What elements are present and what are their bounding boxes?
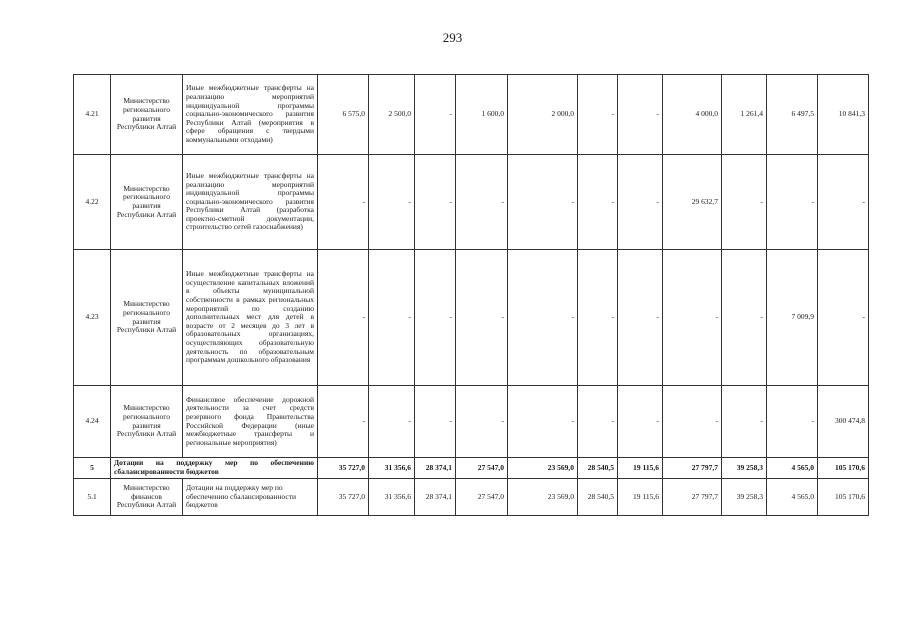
- organization-cell: Министерство регионального развития Республики Алтай: [111, 155, 183, 250]
- value-cell: 19 115,6: [618, 458, 663, 479]
- description-cell: Иные межбюджетные трансферты на осуществление капитальных вложений в объекты муниципальной собственности в рамках региональных мероприятий по созданию дополнительных мест для детей в возрасте от 2 месяцев до 3 лет в образовательных организациях, осуществляющих образовательную деятельность по образовательным программам дошкольного образования: [183, 250, 318, 386]
- value-cell: 29 632,7: [663, 155, 722, 250]
- value-cell: 35 727,0: [318, 458, 369, 479]
- value-cell: -: [767, 155, 818, 250]
- value-cell: 1 600,0: [456, 75, 508, 155]
- value-cell: -: [722, 250, 767, 386]
- row-number: 5: [74, 458, 111, 479]
- table-row: [74, 75, 869, 155]
- value-cell: 2 000,0: [508, 75, 578, 155]
- value-cell: -: [578, 250, 618, 386]
- value-cell: 27 547,0: [456, 479, 508, 516]
- value-cell: -: [415, 155, 456, 250]
- value-cell: -: [618, 155, 663, 250]
- value-cell: 28 374,1: [415, 479, 456, 516]
- table-row: [74, 479, 869, 516]
- value-cell: -: [722, 386, 767, 458]
- value-cell: -: [663, 386, 722, 458]
- row-number: 4.21: [74, 75, 111, 155]
- value-cell: -: [663, 250, 722, 386]
- table-row: [74, 250, 869, 386]
- value-cell: -: [618, 75, 663, 155]
- value-cell: -: [618, 250, 663, 386]
- value-cell: 28 374,1: [415, 458, 456, 479]
- value-cell: -: [318, 250, 369, 386]
- value-cell: 35 727,0: [318, 479, 369, 516]
- value-cell: 28 540,5: [578, 458, 618, 479]
- value-cell: -: [369, 155, 415, 250]
- value-cell: 4 565,0: [767, 458, 818, 479]
- value-cell: -: [415, 250, 456, 386]
- value-cell: 23 569,0: [508, 458, 578, 479]
- page-number: 293: [442, 30, 463, 45]
- value-cell: 10 841,3: [818, 75, 869, 155]
- value-cell: 39 258,3: [722, 479, 767, 516]
- value-cell: 4 000,0: [663, 75, 722, 155]
- value-cell: 23 569,0: [508, 479, 578, 516]
- table-row-section-total: [74, 458, 869, 479]
- description-cell: Иные межбюджетные трансферты на реализацию мероприятий индивидуальной программы социально-экономического развития Республики Алтай (разработка проектно-сметной документации, строительство сетей газоснабжения): [183, 155, 318, 250]
- organization-cell: Министерство регионального развития Республики Алтай: [111, 250, 183, 386]
- description-cell: Финансовое обеспечение дорожной деятельности за счет средств резервного фонда Правительства Российской Федерации (иные межбюджетные трансферты и региональные мероприятия): [183, 386, 318, 458]
- value-cell: 27 797,7: [663, 479, 722, 516]
- value-cell: 27 547,0: [456, 458, 508, 479]
- row-number: 4.23: [74, 250, 111, 386]
- value-cell: -: [369, 386, 415, 458]
- row-number: 4.22: [74, 155, 111, 250]
- description-cell: Дотации на поддержку мер по обеспечению сбалансированности бюджетов: [183, 479, 318, 516]
- section-title-cell: Дотации на поддержку мер по обеспечению сбалансированности бюджетов: [111, 458, 318, 479]
- value-cell: -: [508, 250, 578, 386]
- value-cell: 39 258,3: [722, 458, 767, 479]
- value-cell: 4 565,0: [767, 479, 818, 516]
- value-cell: 7 009,9: [767, 250, 818, 386]
- organization-cell: Министерство регионального развития Республики Алтай: [111, 75, 183, 155]
- value-cell: 1 261,4: [722, 75, 767, 155]
- value-cell: -: [578, 386, 618, 458]
- value-cell: -: [767, 386, 818, 458]
- table-row: [74, 386, 869, 458]
- value-cell: 105 170,6: [818, 479, 869, 516]
- value-cell: 28 540,5: [578, 479, 618, 516]
- value-cell: 105 170,6: [818, 458, 869, 479]
- value-cell: 27 797,7: [663, 458, 722, 479]
- value-cell: 31 356,6: [369, 479, 415, 516]
- value-cell: -: [456, 386, 508, 458]
- value-cell: -: [318, 386, 369, 458]
- value-cell: -: [818, 155, 869, 250]
- value-cell: -: [618, 386, 663, 458]
- value-cell: -: [415, 386, 456, 458]
- table-row: [74, 155, 869, 250]
- organization-cell: Министерство финансов Республики Алтай: [111, 479, 183, 516]
- description-cell: Иные межбюджетные трансферты на реализацию мероприятий индивидуальной программы социально-экономического развития Республики Алтай (мероприятия в сфере обращения с твердыми коммунальными отходами): [183, 75, 318, 155]
- value-cell: 31 356,6: [369, 458, 415, 479]
- value-cell: -: [456, 250, 508, 386]
- organization-cell: Министерство регионального развития Республики Алтай: [111, 386, 183, 458]
- value-cell: 6 497,5: [767, 75, 818, 155]
- value-cell: -: [369, 250, 415, 386]
- value-cell: -: [722, 155, 767, 250]
- row-number: 4.24: [74, 386, 111, 458]
- value-cell: -: [415, 75, 456, 155]
- value-cell: -: [318, 155, 369, 250]
- value-cell: -: [818, 250, 869, 386]
- value-cell: 300 474,8: [818, 386, 869, 458]
- row-number: 5.1: [74, 479, 111, 516]
- budget-table: [73, 74, 869, 516]
- value-cell: 2 500,0: [369, 75, 415, 155]
- value-cell: -: [578, 75, 618, 155]
- value-cell: 19 115,6: [618, 479, 663, 516]
- value-cell: -: [578, 155, 618, 250]
- value-cell: -: [456, 155, 508, 250]
- value-cell: -: [508, 155, 578, 250]
- value-cell: 6 575,0: [318, 75, 369, 155]
- value-cell: -: [508, 386, 578, 458]
